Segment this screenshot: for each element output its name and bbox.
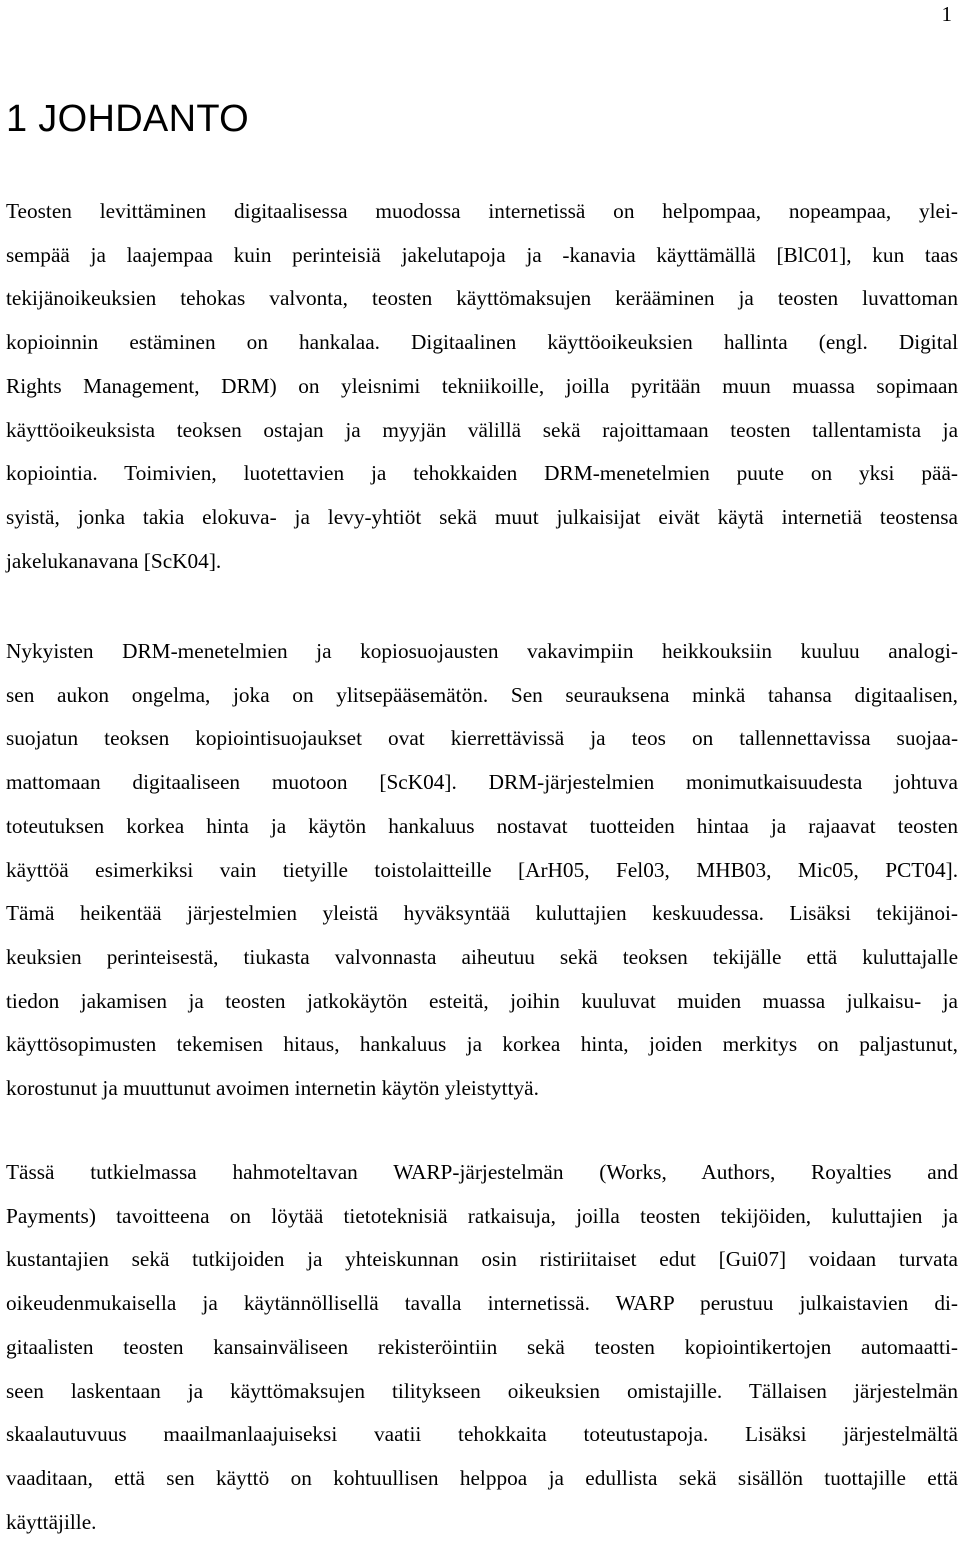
text-line: syistä, jonka takia elokuva- ja levy-yhtiöt sekä muut julkaisijat eivät käytä internetiä teostensa bbox=[6, 504, 958, 529]
text-line: käyttöä esimerkiksi vain tietyille toistolaitteille [ArH05, Fel03, MHB03, Mic05, PCT04]. bbox=[6, 857, 959, 882]
text-line: Teosten levittäminen digitaalisessa muodossa internetissä on helpompaa, nopeampaa, ylei- bbox=[6, 199, 959, 223]
text-line: mattomaan digitaaliseen muotoon [ScK04]. DRM-järjestelmien monimutkaisuudesta johtuva bbox=[6, 770, 958, 795]
text-line: vaaditaan, että sen käyttö on kohtuullisen helppoa ja edullista sekä sisällön tuottajille että bbox=[6, 1465, 958, 1490]
text-line: kopiointia. Toimivien, luotettavien ja tehokkaiden DRM-menetelmien puute on yksi pää- bbox=[6, 461, 958, 486]
text-line: keuksien perinteisestä, tiukasta valvonnasta aiheutuu sekä teoksen tekijälle että kuluttajalle bbox=[6, 944, 959, 969]
text-line: kustantajien sekä tutkijoiden ja yhteiskunnan osin ristiriitaiset edut [Gui07] voidaan turvata bbox=[6, 1247, 958, 1272]
text-line: tiedon jakamisen ja teosten jatkokäytön esteitä, joihin kuuluvat muiden muassa julkaisu- ja bbox=[6, 988, 959, 1013]
text-line: Rights Management, DRM) on yleisnimi tekniikoille, joilla pyritään muun muassa sopimaan bbox=[6, 373, 959, 398]
text-line: suojatun teoksen kopiointisuojaukset ovat kierrettävissä ja teos on tallennettavissa suojaa- bbox=[6, 726, 959, 751]
text-line: seen laskentaan ja käyttömaksujen tilitykseen oikeuksien omistajille. Tällaisen järjestelmän bbox=[6, 1378, 959, 1403]
text-line: skaalautuvuus maailmanlaajuiseksi vaatii tehokkaita toteutustapoja. Lisäksi järjestelmältä bbox=[6, 1422, 958, 1447]
paragraph-2 bbox=[6, 630, 958, 1111]
text-line: oikeudenmukaisella ja käytännöllisellä tavalla internetissä. WARP perustuu julkaistavien di- bbox=[6, 1291, 959, 1316]
text-line: käyttöoikeuksista teoksen ostajan ja myyjän välillä sekä rajoittamaan teosten tallentamista ja bbox=[6, 417, 959, 442]
text-line: Tämä heikentää järjestelmien yleistä hyväksyntää kuluttajien keskuudessa. Lisäksi tekijänoi- bbox=[6, 901, 958, 926]
paragraph-1 bbox=[6, 190, 958, 583]
text-line: käyttäjille. bbox=[6, 1509, 97, 1534]
text-line: Nykyisten DRM-menetelmien ja kopiosuojausten vakavimpiin heikkouksiin kuuluu analogi- bbox=[6, 639, 958, 663]
chapter-heading: 1 JOHDANTO bbox=[6, 98, 250, 140]
text-line: käyttösopimusten tekemisen hitaus, hankaluus ja korkea hinta, joiden merkitys on paljastunut, bbox=[6, 1032, 958, 1057]
text-line: sen aukon ongelma, joka on ylitsepääsemätön. Sen seurauksena minkä tahansa digitaalisen, bbox=[6, 682, 958, 707]
text-line: gitaalisten teosten kansainväliseen rekisteröintiin sekä teosten kopiointikertojen automaatti- bbox=[6, 1334, 958, 1359]
text-line: Payments) tavoitteena on löytää tietoteknisiä ratkaisuja, joilla teosten tekijöiden, kuluttajien ja bbox=[6, 1203, 958, 1228]
text-line: sempää ja laajempaa kuin perinteisiä jakelutapoja ja -kanavia käyttämällä [BlC01], kun taas bbox=[6, 242, 959, 267]
page-number: 1 bbox=[941, 2, 952, 26]
paragraph-3 bbox=[6, 1151, 958, 1544]
text-line: jakelukanavana [ScK04]. bbox=[6, 548, 222, 573]
text-line: toteutuksen korkea hinta ja käytön hankaluus nostavat tuotteiden hintaa ja rajaavat teosten bbox=[6, 813, 959, 838]
text-line: kopioinnin estäminen on hankalaa. Digitaalinen käyttöoikeuksien hallinta (engl. Digital bbox=[6, 330, 958, 355]
text-line: tekijänoikeuksien tehokas valvonta, teosten käyttömaksujen kerääminen ja teosten luvattoman bbox=[6, 286, 958, 311]
text-line: Tässä tutkielmassa hahmoteltavan WARP-järjestelmän (Works, Authors, Royalties and bbox=[6, 1160, 959, 1184]
text-line: korostunut ja muuttunut avoimen internetin käytön yleistyttyä. bbox=[6, 1076, 539, 1101]
